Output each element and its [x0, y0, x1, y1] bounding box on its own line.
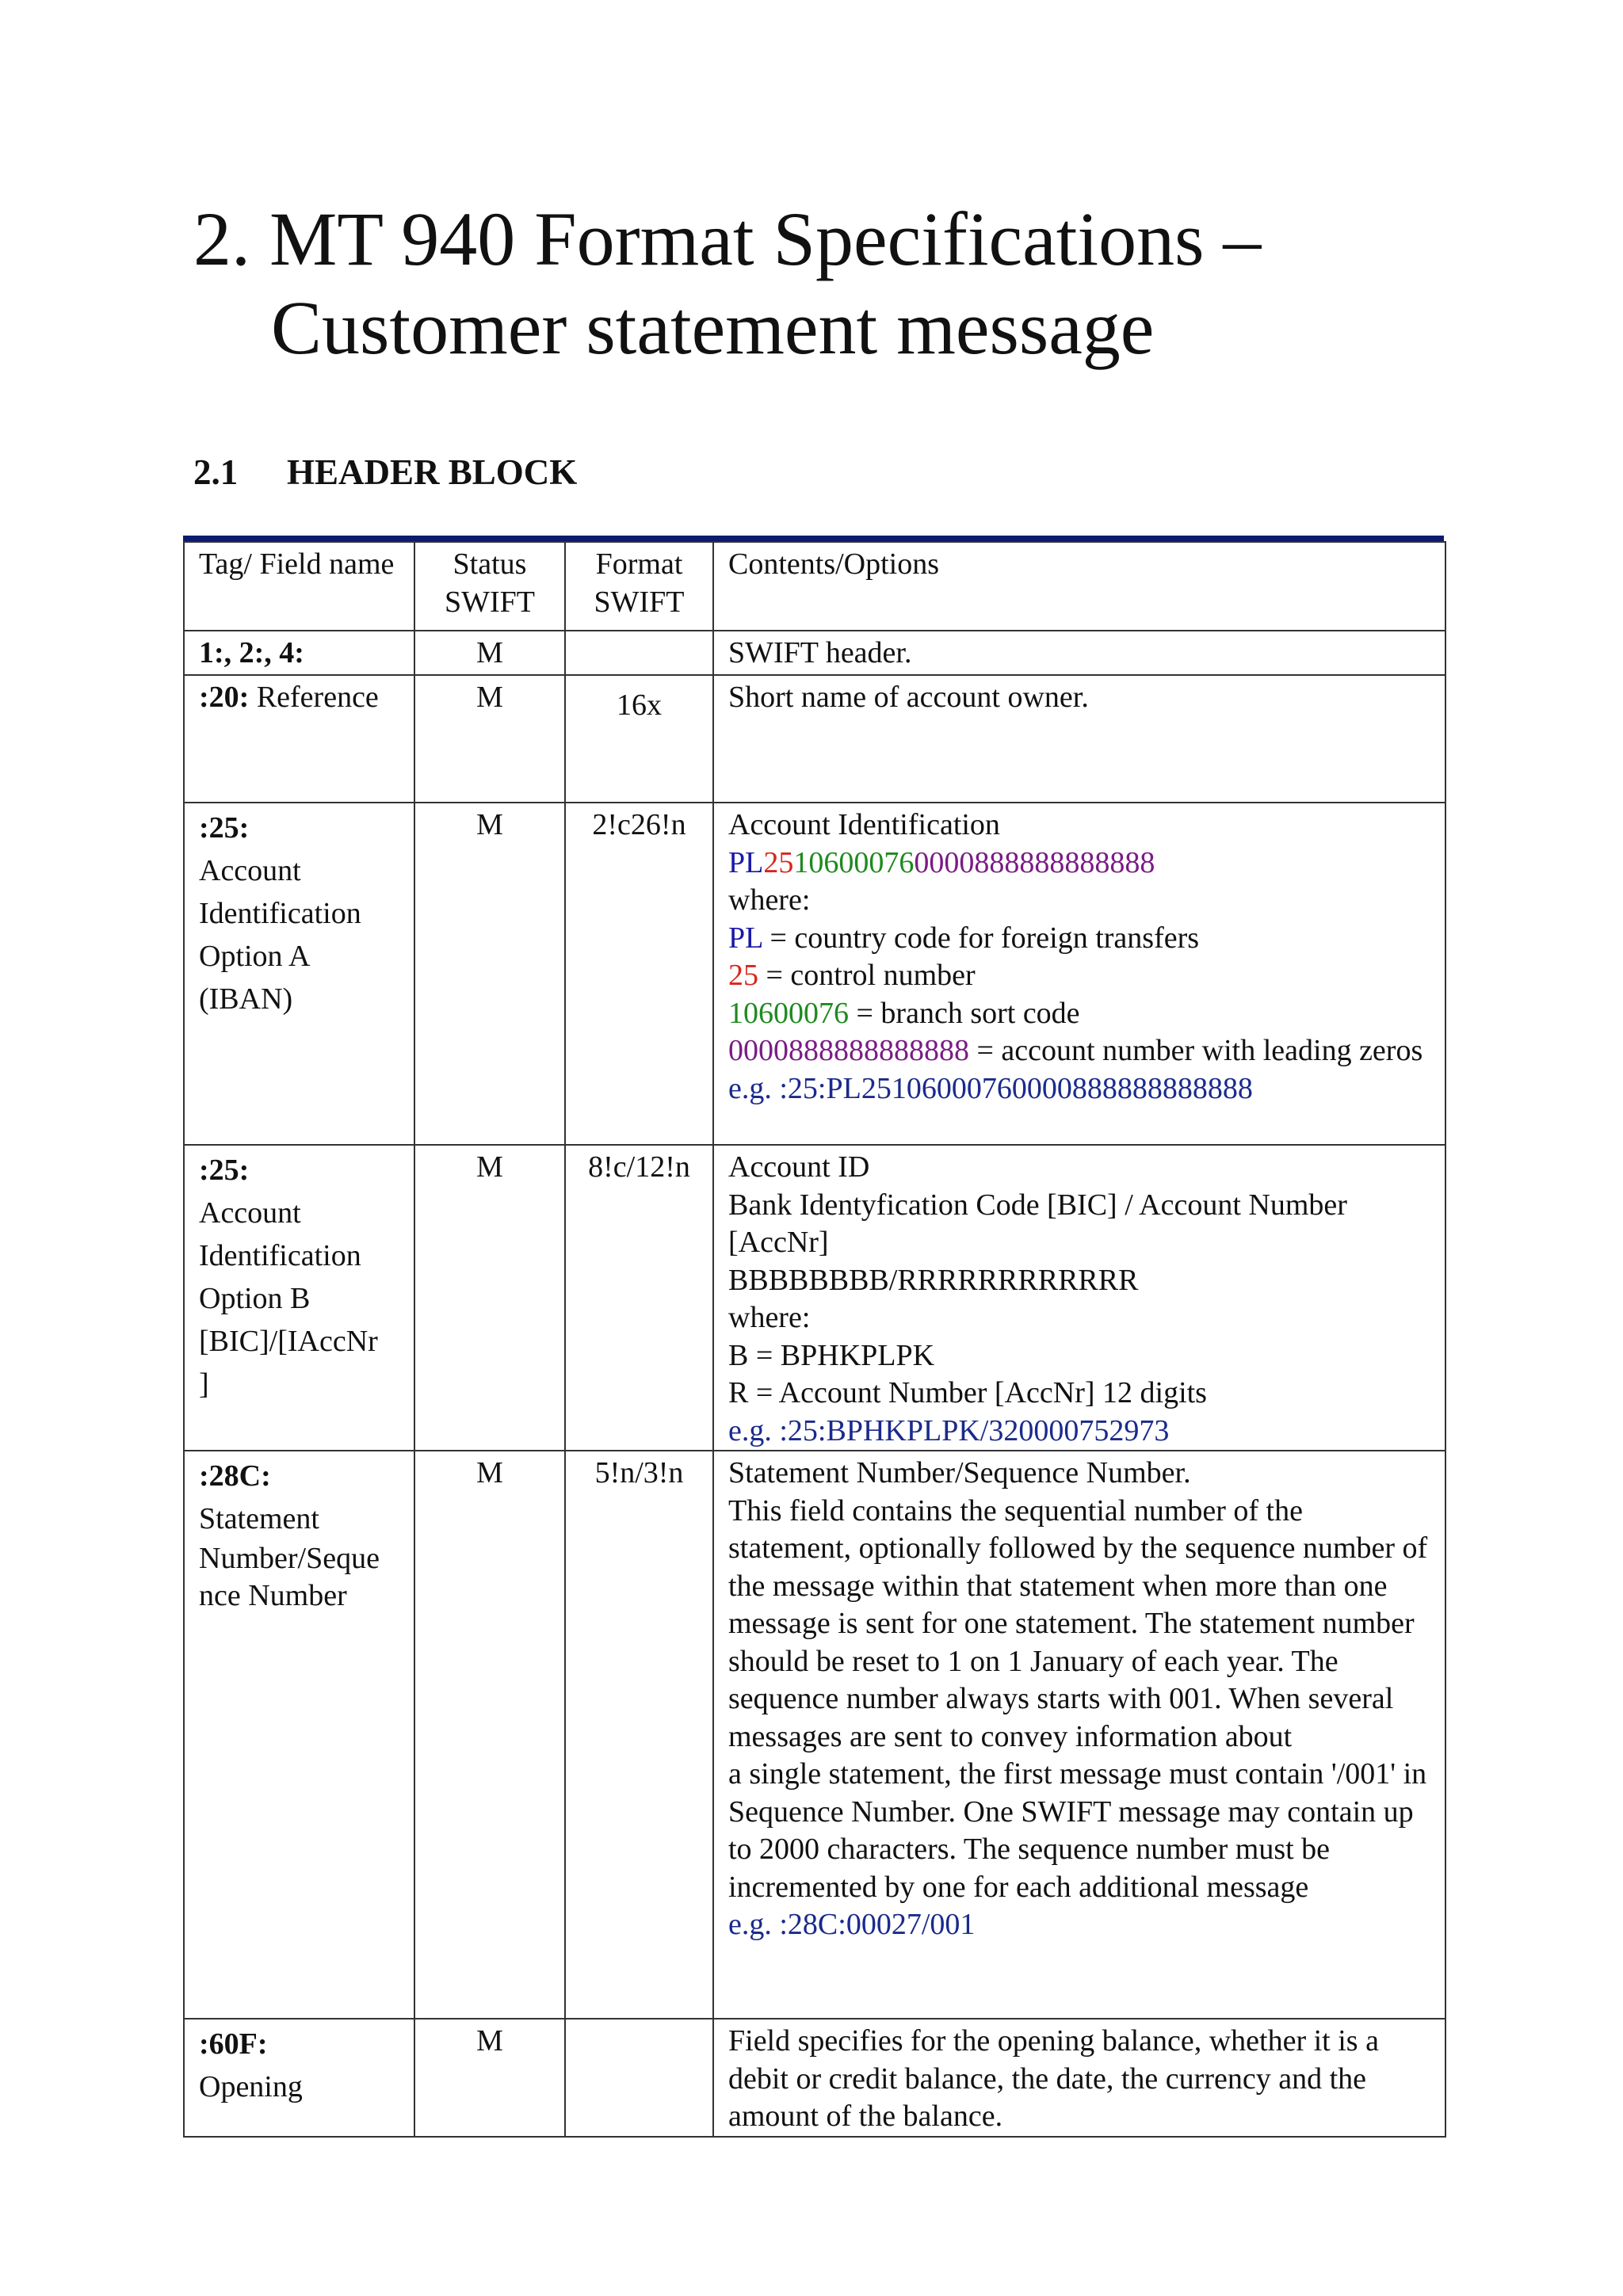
contents-paragraph: This field contains the sequential number of the statement, optionally followed by the sequence number of the message within that statement when more than one message is sent for one statement. The statement number should be reset to 1 on 1 January of each year. The sequence number always starts with 001. When several messages are sent to convey information about — [728, 1493, 1428, 1753]
row-contents — [713, 1451, 1445, 2019]
contents-line: BBBBBBBB/RRRRRRRRRRRR — [728, 1263, 1139, 1297]
tag-name-line: Account — [199, 1196, 301, 1230]
section-number: 2.1 — [193, 452, 239, 492]
tag-name: Reference — [249, 681, 379, 714]
contents-example: e.g. :25:PL25106000760000888888888888 — [728, 1071, 1253, 1105]
row-tag — [184, 803, 414, 1145]
header-status — [414, 542, 565, 631]
row-tag — [184, 675, 414, 803]
legend-line — [728, 995, 1432, 1033]
contents-line: where: — [728, 1301, 811, 1334]
tag-code: :28C: — [199, 1459, 271, 1493]
tag-name-line: Opening — [199, 2070, 303, 2103]
table-row — [184, 675, 1445, 803]
tag-name-line: Option B — [199, 1282, 311, 1315]
iban-branch-code: 10600076 — [793, 845, 915, 879]
row-format — [565, 2019, 713, 2137]
page-title-line1: 2. MT 940 Format Specifications – — [193, 196, 1262, 281]
legend-code: 0000888888888888 — [728, 1034, 969, 1067]
tag-code: :20: — [199, 681, 250, 714]
row-tag — [184, 2019, 414, 2137]
row-format: 16x — [565, 675, 713, 803]
tag-code: :25: — [199, 1154, 250, 1187]
tag-code: 1:, 2:, 4: — [199, 636, 304, 669]
tag-name-line: nce Number — [199, 1579, 347, 1612]
tag-name-line: Statement — [199, 1502, 319, 1535]
header-format-line2: SWIFT — [594, 585, 685, 619]
iban-example — [728, 845, 1432, 883]
iban-country-code: PL — [728, 845, 764, 879]
table-header-row — [184, 542, 1445, 631]
tag-code: :25: — [199, 811, 250, 845]
tag-name-line: [BIC]/[IAccNr — [199, 1325, 378, 1358]
tag-name-line: Option A — [199, 940, 311, 973]
row-status: M — [414, 1145, 565, 1451]
legend-line — [728, 1032, 1432, 1070]
page-title-line2: Customer statement message — [271, 285, 1155, 370]
contents-paragraph: a single statement, the first message must contain '/001' in Sequence Number. One SWIFT message may contain up to 2000 characters. The sequence number must be incremented by one for each additional message — [728, 1757, 1427, 1904]
contents-example: e.g. :25:BPHKPLPK/320000752973 — [728, 1413, 1170, 1447]
iban-control-number: 25 — [763, 845, 794, 879]
row-format: 2!c26!n — [565, 803, 713, 1145]
page-title — [193, 195, 1461, 372]
header-block-table — [183, 541, 1446, 2138]
row-tag — [184, 631, 414, 675]
iban-account-number: 0000888888888888 — [914, 845, 1155, 879]
tag-name-line: (IBAN) — [199, 982, 293, 1016]
legend-desc: = branch sort code — [849, 996, 1080, 1030]
header-status-line2: SWIFT — [445, 585, 535, 619]
contents-example: e.g. :28C:00027/001 — [728, 1908, 976, 1941]
legend-code: 10600076 — [728, 996, 849, 1030]
legend-desc: = control number — [758, 959, 976, 992]
row-tag — [184, 1451, 414, 2019]
table-row — [184, 803, 1445, 1145]
table-row — [184, 1451, 1445, 2019]
row-contents: SWIFT header. — [713, 631, 1445, 675]
row-status: M — [414, 2019, 565, 2137]
row-status: M — [414, 631, 565, 675]
legend-code: 25 — [728, 959, 758, 992]
contents-line: Account ID — [728, 1150, 870, 1184]
header-status-line1: Status — [453, 547, 527, 581]
contents-line: Bank Identyfication Code [BIC] / Account Number [AccNr] — [728, 1188, 1347, 1259]
contents-where: where: — [728, 883, 811, 917]
header-tag: Tag/ Field name — [184, 542, 414, 631]
tag-code: :60F: — [199, 2027, 268, 2061]
section-heading — [193, 452, 577, 493]
table-row — [184, 631, 1445, 675]
table-top-rule — [183, 536, 1444, 541]
contents-line: R = Account Number [AccNr] 12 digits — [728, 1376, 1207, 1409]
tag-name-line: Identification — [199, 1239, 361, 1272]
contents-heading: Account Identification — [728, 808, 1000, 841]
contents-paragraph: Statement Number/Sequence Number. — [728, 1456, 1191, 1489]
contents-line: B = BPHKPLPK — [728, 1338, 935, 1372]
header-format-line1: Format — [595, 547, 683, 581]
legend-desc: = country code for foreign transfers — [762, 921, 1200, 955]
row-format — [565, 631, 713, 675]
table-row — [184, 2019, 1445, 2137]
header-format — [565, 542, 713, 631]
row-status: M — [414, 1451, 565, 2019]
legend-line — [728, 957, 1432, 995]
tag-name-line: ] — [199, 1367, 209, 1401]
row-status: M — [414, 803, 565, 1145]
legend-code: PL — [728, 921, 762, 955]
row-contents: Field specifies for the opening balance, whether it is a debit or credit balance, the date, the currency and the amount of the balance. — [713, 2019, 1445, 2137]
row-format: 5!n/3!n — [565, 1451, 713, 2019]
section-title: HEADER BLOCK — [287, 452, 578, 492]
row-tag — [184, 1145, 414, 1451]
tag-name-line: Number/Seque — [199, 1542, 380, 1575]
row-format: 8!c/12!n — [565, 1145, 713, 1451]
row-status: M — [414, 675, 565, 803]
tag-name-line: Identification — [199, 897, 361, 930]
legend-desc: = account number with leading zeros — [969, 1034, 1423, 1067]
row-contents — [713, 1145, 1445, 1451]
table-row — [184, 1145, 1445, 1451]
legend-line — [728, 920, 1432, 958]
row-contents: Short name of account owner. — [713, 675, 1445, 803]
header-contents: Contents/Options — [713, 542, 1445, 631]
tag-name-line: Account — [199, 854, 301, 887]
row-contents — [713, 803, 1445, 1145]
